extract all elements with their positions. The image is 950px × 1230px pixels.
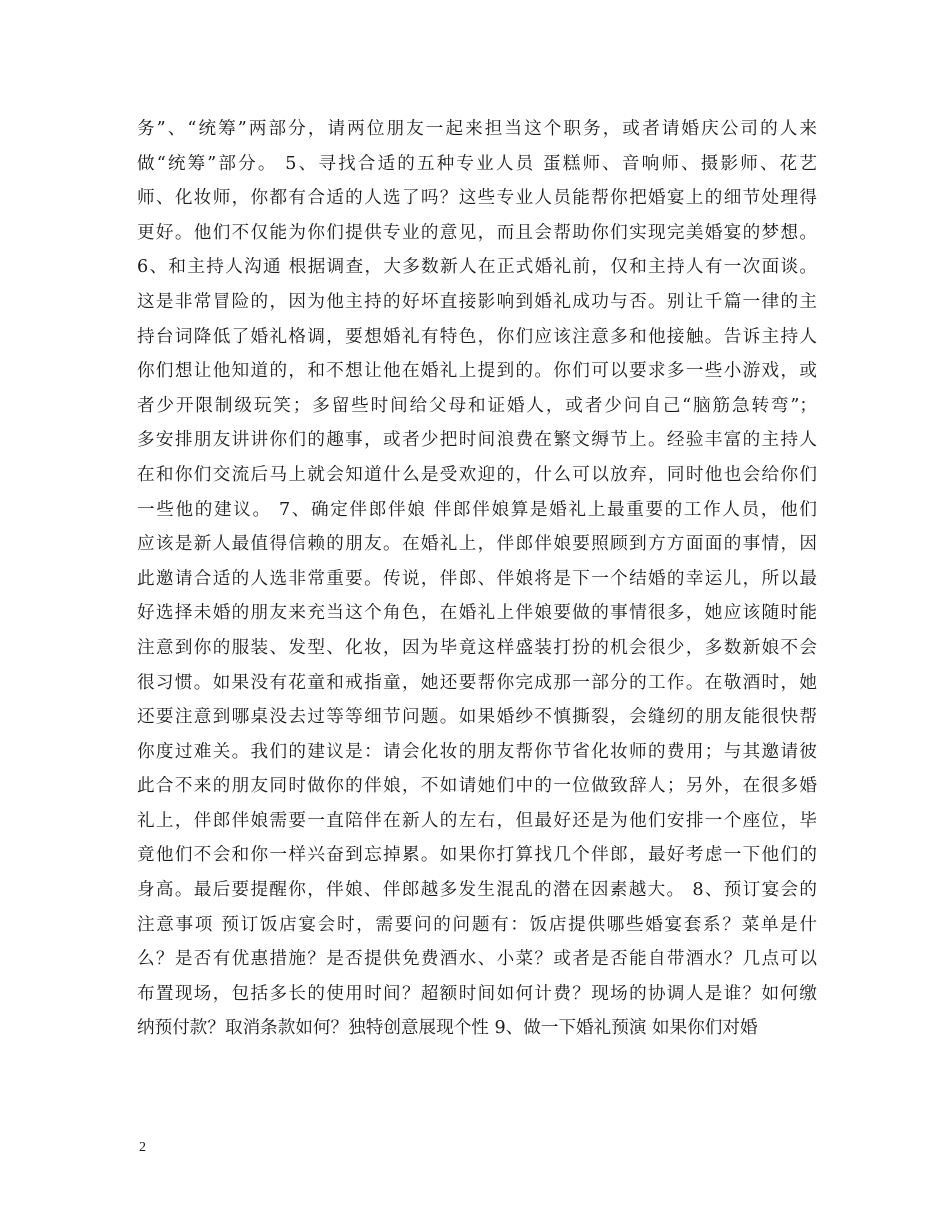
text-line: 者少开限制级玩笑；多留些时间给父母和证婚人，或者少问自己“脑筋急转弯”；	[137, 395, 817, 416]
text-line: 在和你们交流后马上就会知道什么是受欢迎的，什么可以放弃，同时他也会给你们	[137, 464, 817, 485]
text-line: 务”、“统筹”两部分，请两位朋友一起来担当这个职务，或者请婚庆公司的人来	[137, 119, 817, 139]
body-text	[137, 112, 817, 1046]
text-line: 注意到你的服装、发型、化妆，因为毕竟这样盛装打扮的机会很少，多数新娘不会	[137, 637, 817, 658]
text-line: 做“统筹”部分。 5、寻找合适的五种专业人员 蛋糕师、音响师、摄影师、花艺	[137, 153, 817, 174]
text-line: 这是非常冒险的，因为他主持的好坏直接影响到婚礼成功与否。别让千篇一律的主	[137, 291, 817, 312]
text-line: 注意事项 预订饭店宴会时，需要问的问题有：饭店提供哪些婚宴套系？菜单是什	[137, 914, 817, 935]
text-line: 礼上，伴郎伴娘需要一直陪伴在新人的左右，但最好还是为他们安排一个座位，毕	[137, 810, 817, 831]
text-line: 好选择未婚的朋友来充当这个角色，在婚礼上伴娘要做的事情很多，她应该随时能	[137, 603, 817, 624]
text-line: 持台词降低了婚礼格调，要想婚礼有特色，你们应该注意多和他接触。告诉主持人	[137, 326, 817, 347]
text-line: 更好。他们不仅能为你们提供专业的意见，而且会帮助你们实现完美婚宴的梦想。	[137, 222, 817, 243]
text-line: 布置现场，包括多长的使用时间？超额时间如何计费？现场的协调人是谁？如何缴	[137, 983, 817, 1004]
text-line: 么？是否有优惠措施？是否提供免费酒水、小菜？或者是否能自带酒水？几点可以	[137, 949, 817, 970]
text-line: 此邀请合适的人选非常重要。传说，伴郎、伴娘将是下一个结婚的幸运儿，所以最	[137, 568, 817, 589]
text-line: 纳预付款？取消条款如何？独特创意展现个性 9、做一下婚礼预演 如果你们对婚	[137, 1018, 758, 1039]
text-line: 多安排朋友讲讲你们的趣事，或者少把时间浪费在繁文缛节上。经验丰富的主持人	[137, 430, 817, 451]
page-number: 2	[139, 1140, 146, 1155]
text-line: 还要注意到哪桌没去过等等细节问题。如果婚纱不慎撕裂，会缝纫的朋友能很快帮	[137, 707, 817, 728]
text-line: 你们想让他知道的，和不想让他在婚礼上提到的。你们可以要求多一些小游戏，或	[137, 361, 817, 382]
text-line: 你度过难关。我们的建议是：请会化妆的朋友帮你节省化妆师的费用；与其邀请彼	[137, 741, 817, 762]
text-line: 应该是新人最值得信赖的朋友。在婚礼上，伴郎伴娘要照顾到方方面面的事情，因	[137, 534, 817, 555]
text-line: 身高。最后要提醒你，伴娘、伴郎越多发生混乱的潜在因素越大。 8、预订宴会的	[137, 880, 817, 901]
text-line: 很习惯。如果没有花童和戒指童，她还要帮你完成那一部分的工作。在敬酒时，她	[137, 672, 817, 693]
text-line: 此合不来的朋友同时做你的伴娘，不如请她们中的一位做致辞人；另外，在很多婚	[137, 776, 817, 797]
text-line: 6、和主持人沟通 根据调查，大多数新人在正式婚礼前，仅和主持人有一次面谈。	[137, 257, 817, 278]
text-line: 竟他们不会和你一样兴奋到忘掉累。如果你打算找几个伴郎，最好考虑一下他们的	[137, 845, 817, 866]
text-line: 一些他的建议。 7、确定伴郎伴娘 伴郎伴娘算是婚礼上最重要的工作人员，他们	[137, 499, 817, 520]
text-line: 师、化妆师，你都有合适的人选了吗？这些专业人员能帮你把婚宴上的细节处理得	[137, 188, 817, 209]
